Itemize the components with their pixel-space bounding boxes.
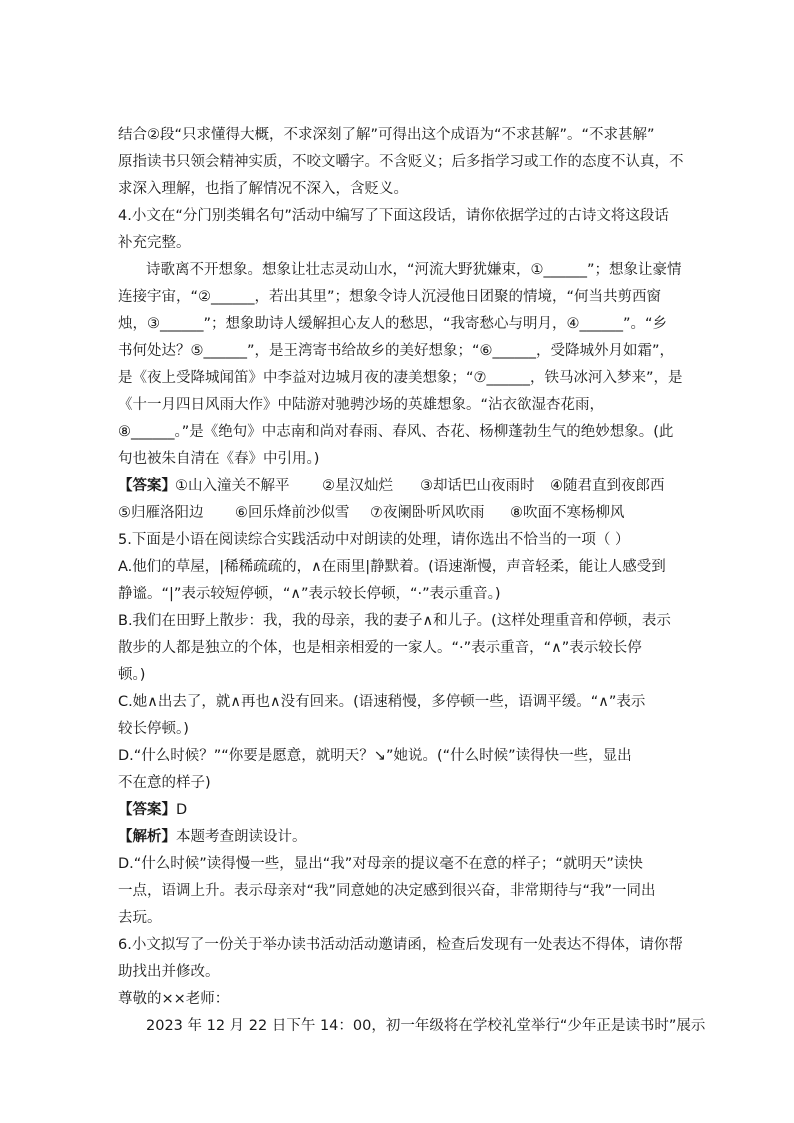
text-line: 一点，语调上升。表示母亲对“我”同意她的决定感到很兴奋，非常期待与“我”一同出 — [118, 883, 656, 899]
answer-item: ⑧吹面不寒杨柳风 — [510, 505, 625, 521]
option-c: C.她∧出去了，就∧再也∧没有回来。(语速稍慢，多停顿一些，语调平缓。“∧”表示 — [118, 694, 646, 710]
answer-item: ⑤归雁洛阳边 — [118, 505, 204, 521]
text-line: 较长停顿。) — [118, 721, 189, 737]
text-line: ⑧______。”是《绝句》中志南和尚对春雨、春风、杏花、杨柳蓬勃生气的绝妙想象。(此 — [118, 424, 674, 440]
option-b: B.我们在田野上散步：我，我的母亲，我的妻子∧和儿子。(这样处理重音和停顿，表示 — [118, 613, 671, 629]
question-4-heading: 4.小文在“分门别类辑名句”活动中编写了下面这段话，请你依据学过的古诗文将这段话 — [118, 208, 669, 224]
analysis-text: 本题考查朗读设计。 — [176, 829, 307, 845]
answer-item: ⑦夜阑卧听风吹雨 — [370, 505, 485, 521]
text-line: D.“什么时候”读得慢一些，显出“我”对母亲的提议毫不在意的样子；“就明天”读快 — [118, 856, 643, 872]
question-5-heading: 5.下面是小语在阅读综合实践活动中对朗读的处理，请你选出不恰当的一项（ ） — [118, 532, 630, 548]
text-line: 句也被朱自清在《春》中引用。) — [118, 451, 320, 467]
answer-line — [118, 800, 678, 820]
text-line: 去玩。 — [118, 910, 162, 926]
answer-row-2 — [118, 503, 678, 523]
question-6-heading: 6.小文拟写了一份关于举办读书活动活动邀请函，检查后发现有一处表达不得体，请你帮 — [118, 937, 683, 953]
answer-value: D — [176, 802, 188, 818]
analysis-line — [118, 827, 678, 847]
text-line: 是《夜上受降城闻笛》中李益对边城月夜的凄美想象；“⑦______，铁马冰河入梦来”，是 — [118, 370, 683, 386]
text-line: 静谧。“|”表示较短停顿，“∧”表示较长停顿，“·”表示重音。) — [118, 586, 501, 602]
text-line: 连接宇宙，“②______，若出其里”；想象令诗人沉浸他日团聚的情境，“何当共剪西窗 — [118, 289, 662, 305]
text-line: 顿。) — [118, 667, 146, 683]
answer-row-1 — [118, 476, 678, 496]
text-line: 不在意的样子) — [118, 775, 211, 791]
answer-item: ②星汉灿烂 — [322, 478, 393, 494]
text-line: 散步的人都是独立的个体，也是相亲相爱的一家人。“·”表示重音，“∧”表示较长停 — [118, 640, 642, 656]
text-line: 结合②段“只求懂得大概，不求深刻了解”可得出这个成语为“不求甚解”。“不求甚解” — [118, 127, 655, 143]
option-d: D.“什么时候？”“你要是愿意，就明天？↘”她说。(“什么时候”读得快一些，显出 — [118, 748, 632, 764]
text-line: 2023 年 12 月 22 日下午 14：00，初一年级将在学校礼堂举行“少年正是读书时”展示 — [146, 1018, 706, 1034]
answer-item: ④随君直到夜郎西 — [550, 478, 665, 494]
answer-item: ③却话巴山夜雨时 — [420, 478, 535, 494]
text-line: 书何处达？⑤______”，是王湾寄书给故乡的美好想象；“⑥______，受降城外月如霜”， — [118, 343, 675, 359]
answer-label: 【答案】 — [118, 802, 176, 818]
text-line: 助找出并修改。 — [118, 964, 220, 980]
answer-item: ①山入潼关不解平 — [175, 478, 290, 494]
text-line: 求深入理解，也指了解情况不深入，含贬义。 — [118, 181, 408, 197]
text-line: 补充完整。 — [118, 235, 191, 251]
answer-item: ⑥回乐烽前沙似雪 — [235, 505, 350, 521]
text-line: 《十一月四日风雨大作》中陆游对驰骋沙场的英雄想象。“沾衣欲湿杏花雨， — [118, 397, 605, 413]
analysis-label: 【解析】 — [118, 829, 176, 845]
text-line: 诗歌离不开想象。想象让壮志灵动山水，“河流大野犹嫌束，①______”；想象让豪情 — [146, 262, 682, 278]
text-line: 原指读书只领会精神实质，不咬文嚼字。不含贬义；后多指学习或工作的态度不认真，不 — [118, 154, 684, 170]
option-a: A.他们的草屋，|稀稀疏疏的，∧在雨里|静默着。(语速渐慢，声音轻柔，能让人感受到 — [118, 559, 666, 575]
answer-label: 【答案】 — [118, 478, 176, 494]
salutation: 尊敬的××老师： — [118, 991, 230, 1007]
text-line: 烛，③______”；想象助诗人缓解担心友人的愁思，“我寄愁心与明月，④______”。“乡 — [118, 316, 668, 332]
